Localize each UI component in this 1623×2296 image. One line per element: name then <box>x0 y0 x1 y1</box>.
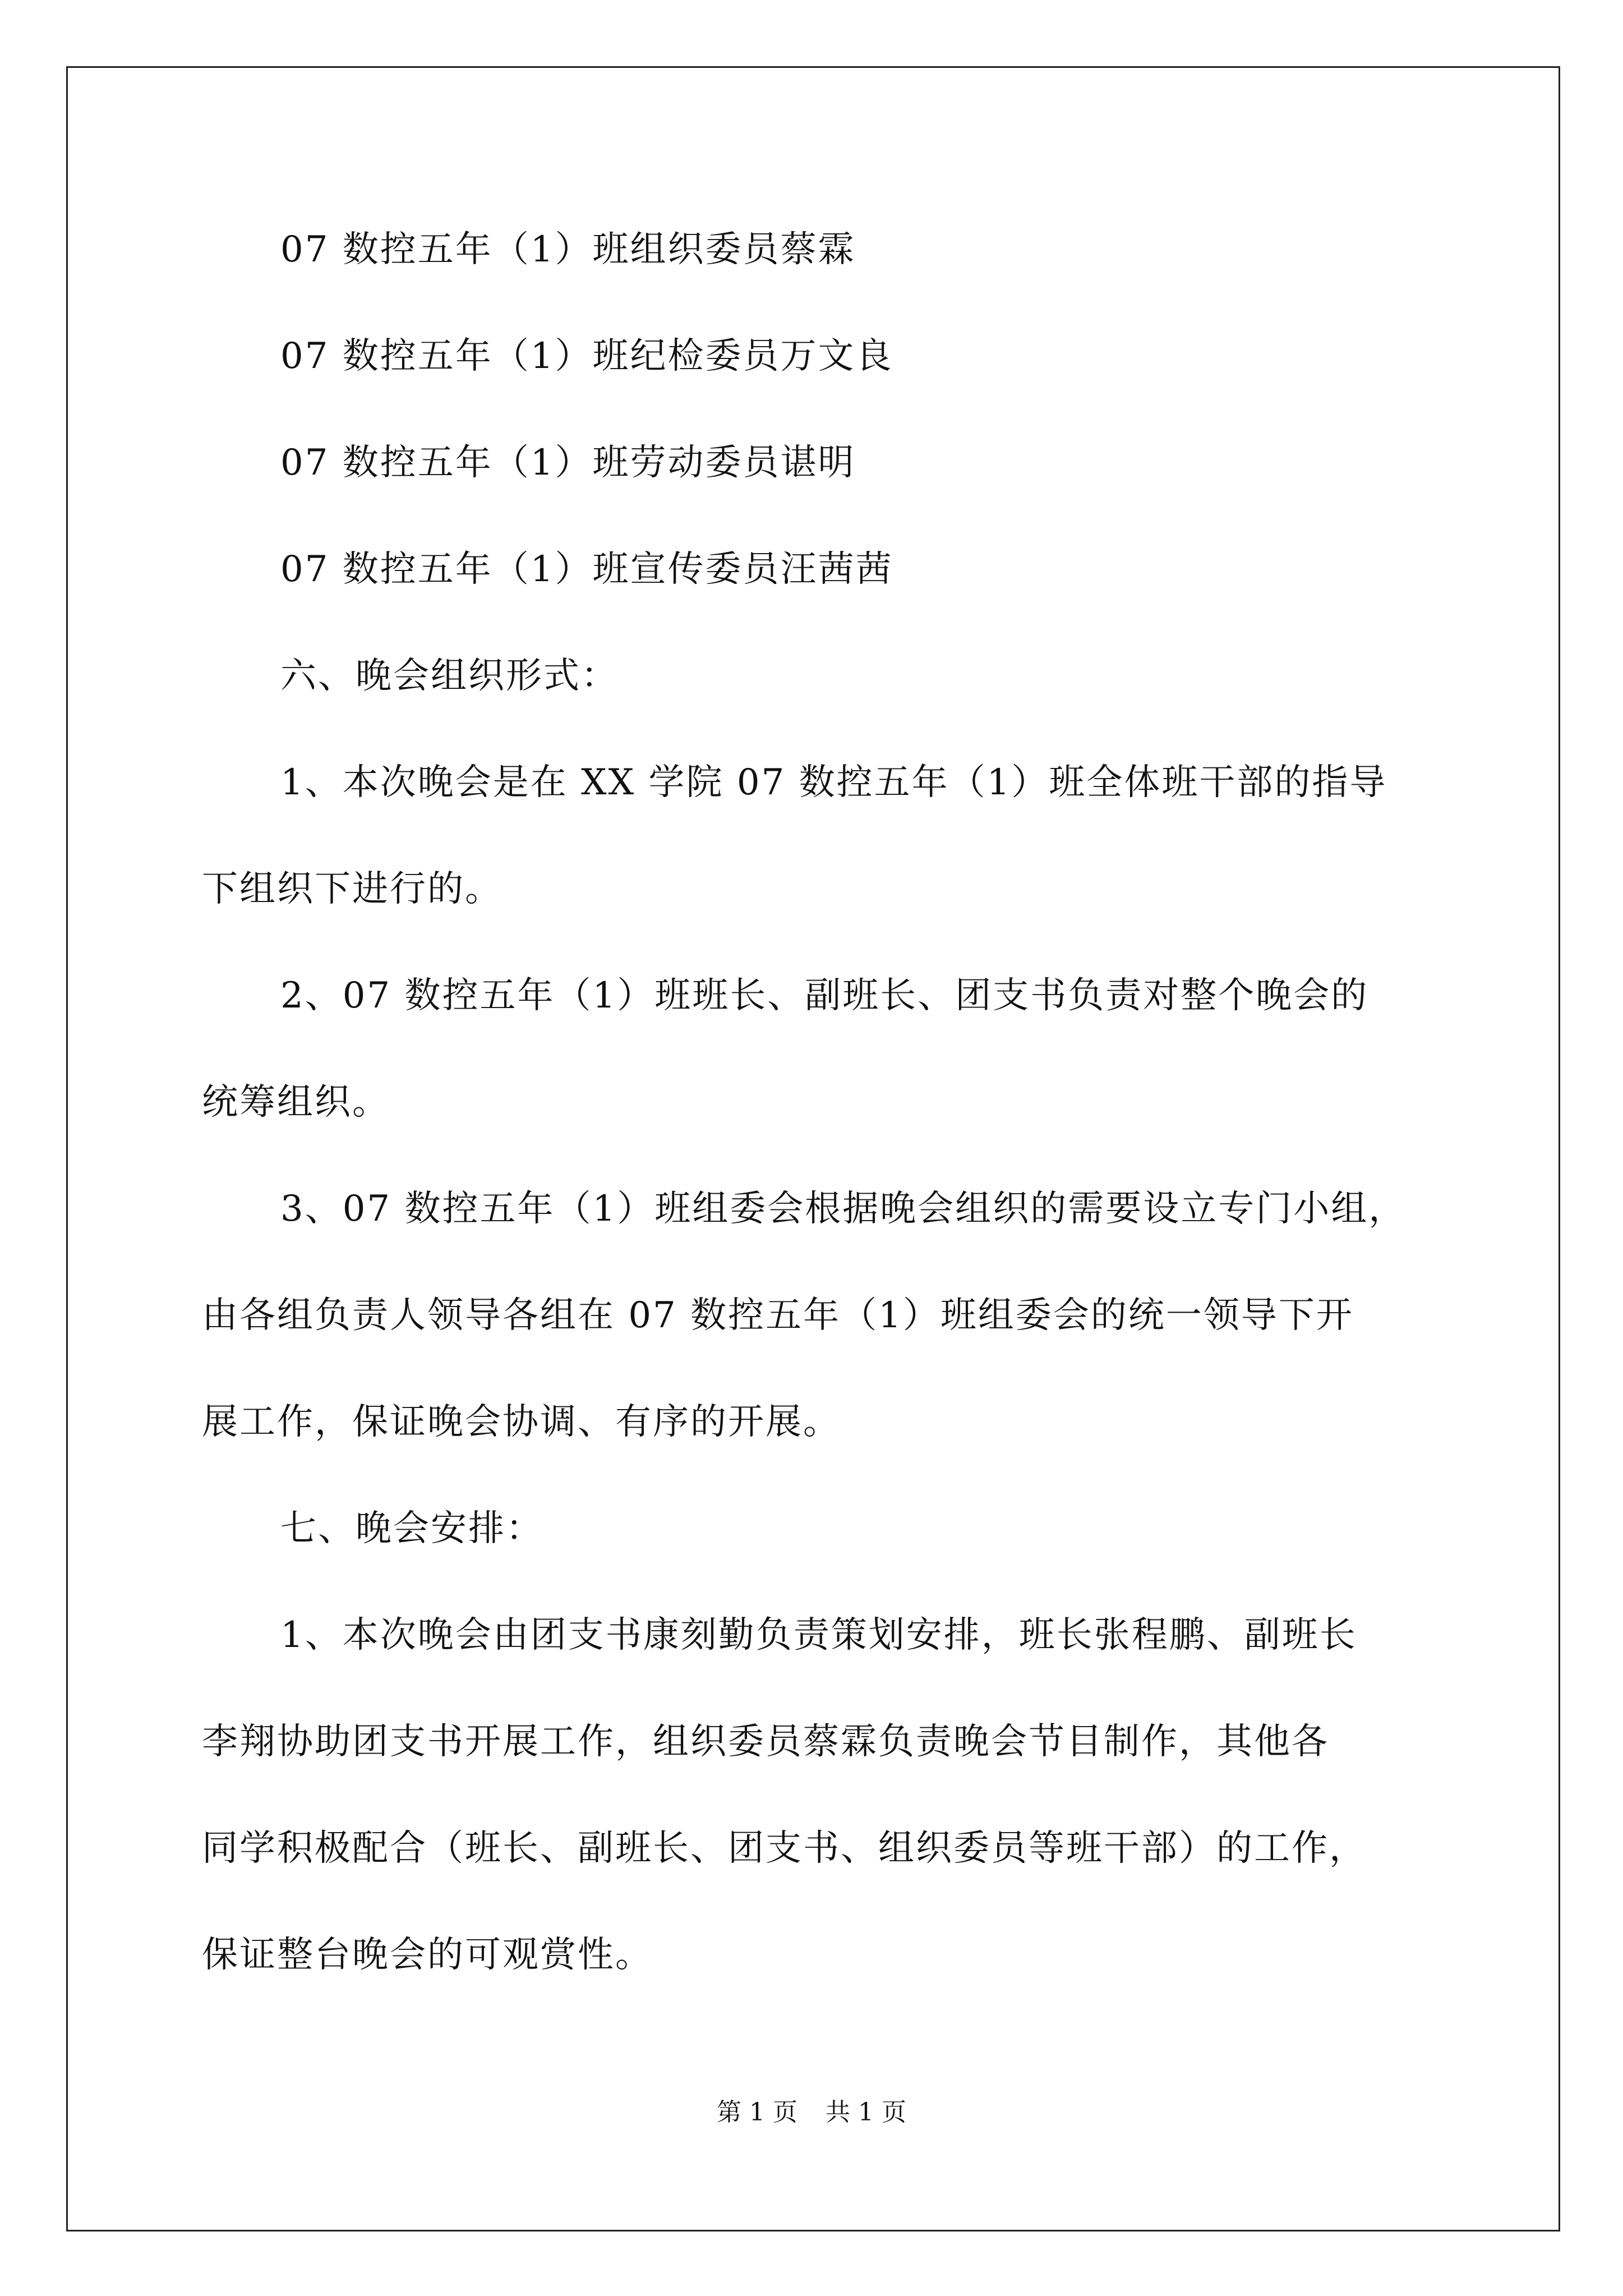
text-line: 1、本次晚会是在 XX 学院 07 数控五年（1）班全体班干部的指导 <box>280 762 1387 803</box>
section-heading: 六、晚会组织形式： <box>280 655 619 697</box>
text-line: 07 数控五年（1）班劳动委员谌明 <box>280 442 856 484</box>
page-number-current: 第 1 页 <box>717 2098 797 2127</box>
text-line: 李翔协助团支书开展工作，组织委员蔡霖负责晚会节目制作，其他各 <box>202 1721 1329 1763</box>
page-number-total: 共 1 页 <box>826 2098 906 2127</box>
text-line: 2、07 数控五年（1）班班长、副班长、团支书负责对整个晚会的 <box>280 975 1369 1016</box>
text-line: 统筹组织。 <box>202 1082 390 1123</box>
text-line: 07 数控五年（1）班宣传委员汪茜茜 <box>280 549 893 590</box>
text-line: 3、07 数控五年（1）班组委会根据晚会组织的需要设立专门小组， <box>280 1188 1407 1230</box>
text-line: 07 数控五年（1）班组织委员蔡霖 <box>280 229 856 270</box>
page-frame <box>66 66 1560 2231</box>
text-line: 由各组负责人领导各组在 07 数控五年（1）班组委会的统一领导下开 <box>202 1295 1354 1336</box>
text-line: 同学积极配合（班长、副班长、团支书、组织委员等班干部）的工作， <box>202 1828 1367 1869</box>
text-line: 保证整台晚会的可观赏性。 <box>202 1934 653 1976</box>
text-line: 07 数控五年（1）班纪检委员万文良 <box>280 335 893 377</box>
section-heading: 七、晚会安排： <box>280 1508 543 1549</box>
text-line: 展工作，保证晚会协调、有序的开展。 <box>202 1401 841 1443</box>
page-footer <box>0 2097 1623 2128</box>
text-line: 1、本次晚会由团支书康刻勤负责策划安排，班长张程鹏、副班长 <box>280 1614 1357 1656</box>
text-line: 下组织下进行的。 <box>202 868 502 910</box>
